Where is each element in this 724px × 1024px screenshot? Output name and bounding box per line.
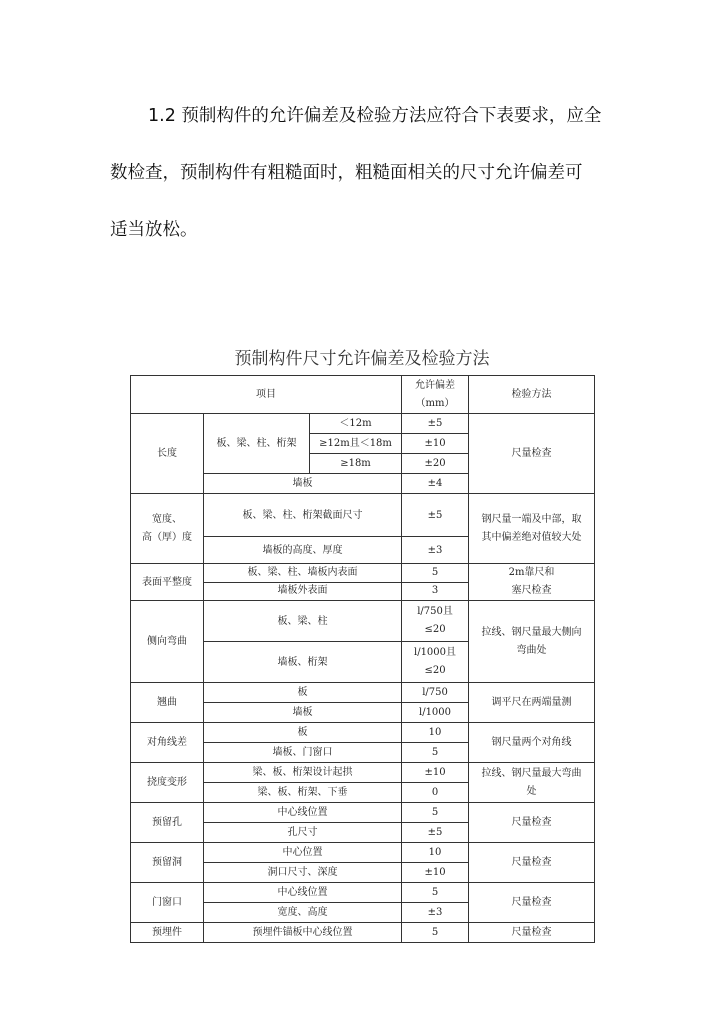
warp-label: 翘曲 [131,683,204,723]
deflection-method [469,763,595,803]
length-cond-1: ＜12m [310,414,402,434]
door-val-2: ±3 [402,903,469,923]
table-row [131,803,595,823]
hole-val-1: 5 [402,803,469,823]
flatness-method [469,564,595,601]
width-label-2: 高（厚）度 [142,531,192,543]
warp-item-1: 板 [204,683,402,703]
header-tolerance-unit: （mm） [415,397,455,409]
lateral-label: 侧向弯曲 [131,601,204,683]
table-row [131,843,595,863]
embed-val-1: 5 [402,923,469,943]
door-method: 尺量检查 [469,883,595,923]
width-val-1: ±5 [402,494,469,537]
width-method-2: 其中偏差绝对值较大处 [481,531,582,543]
header-item: 项目 [131,376,402,414]
flatness-val-1: 5 [402,564,469,583]
deflection-item-1: 梁、板、桁架设计起拱 [204,763,402,783]
width-val-2: ±3 [402,537,469,564]
opening-method: 尺量检查 [469,843,595,883]
deflection-item-2: 梁、板、桁架、下垂 [204,783,402,803]
length-val-3: ±20 [402,454,469,474]
header-tolerance-label: 允许偏差 [415,379,456,391]
deflection-method-2: 处 [526,785,537,797]
flatness-method-2: 塞尺检查 [511,585,552,596]
lateral-method [469,601,595,683]
table-row [131,494,595,537]
opening-item-1: 中心位置 [204,843,402,863]
door-item-2: 宽度、高度 [204,903,402,923]
diagonal-val-2: 5 [402,743,469,763]
flatness-method-1: 2m靠尺和 [508,567,555,578]
opening-val-1: 10 [402,843,469,863]
length-val-4: ±4 [402,474,469,494]
flatness-val-2: 3 [402,582,469,601]
length-method: 尺量检查 [469,414,595,494]
hole-item-2: 孔尺寸 [204,823,402,843]
table-header-row [131,376,595,414]
flatness-label: 表面平整度 [131,564,204,601]
hole-label: 预留孔 [131,803,204,843]
lateral-val-1b: ≤20 [424,624,446,635]
warp-item-2: 墙板 [204,703,402,723]
table-row [131,923,595,943]
flatness-item-1: 板、梁、柱、墙板内表面 [204,564,402,583]
deflection-method-1: 拉线、钢尺量最大弯曲 [481,767,582,779]
width-label-1: 宽度、 [152,513,182,525]
length-val-1: ±5 [402,414,469,434]
header-method: 检验方法 [469,376,595,414]
embed-method: 尺量检查 [469,923,595,943]
table-row [131,763,595,783]
deflection-val-1: ±10 [402,763,469,783]
warp-val-1: l/750 [402,683,469,703]
table-row [131,683,595,703]
hole-val-2: ±5 [402,823,469,843]
table-row [131,723,595,743]
embed-item-1: 预埋件锚板中心线位置 [204,923,402,943]
table-title: 预制构件尺寸允许偏差及检验方法 [234,349,490,369]
tolerance-table [130,375,595,943]
width-label [131,494,204,564]
width-item-1: 板、梁、柱、桁架截面尺寸 [204,494,402,537]
lateral-method-2: 弯曲处 [516,644,547,656]
opening-val-2: ±10 [402,863,469,883]
length-cond-3: ≥18m [310,454,402,474]
width-item-2: 墙板的高度、厚度 [204,537,402,564]
hole-method: 尺量检查 [469,803,595,843]
table-row [131,414,595,434]
width-method-1: 钢尺量一端及中部，取 [481,513,582,525]
diagonal-item-1: 板 [204,723,402,743]
header-tolerance [402,376,469,414]
hole-item-1: 中心线位置 [204,803,402,823]
lateral-val-2 [402,642,469,683]
length-val-2: ±10 [402,434,469,454]
lateral-method-1: 拉线、钢尺量最大侧向 [481,626,582,638]
lateral-val-2b: ≤20 [424,665,446,676]
warp-method: 调平尺在两端量测 [469,683,595,723]
table-row [131,564,595,583]
intro-line-1: 1.2 预制构件的允许偏差及检验方法应符合下表要求，应全 [148,106,602,126]
flatness-item-2: 墙板外表面 [204,582,402,601]
lateral-val-1 [402,601,469,642]
embed-label: 预埋件 [131,923,204,943]
diagonal-label: 对角线差 [131,723,204,763]
door-item-1: 中心线位置 [204,883,402,903]
lateral-item-1: 板、梁、柱 [204,601,402,642]
intro-line-2: 数检查，预制构件有粗糙面时，粗糙面相关的尺寸允许偏差可 [110,163,583,183]
lateral-item-2: 墙板、桁架 [204,642,402,683]
door-val-1: 5 [402,883,469,903]
warp-val-2: l/1000 [402,703,469,723]
width-method [469,494,595,564]
length-sub: 板、梁、柱、桁架 [204,414,310,474]
length-label: 长度 [131,414,204,494]
diagonal-method: 钢尺量两个对角线 [469,723,595,763]
table-row [131,883,595,903]
table-row [131,601,595,642]
diagonal-item-2: 墙板、门窗口 [204,743,402,763]
deflection-label: 挠度变形 [131,763,204,803]
length-item-4: 墙板 [204,474,402,494]
diagonal-val-1: 10 [402,723,469,743]
opening-label: 预留洞 [131,843,204,883]
intro-line-3: 适当放松。 [110,220,198,240]
lateral-val-1a: l/750且 [417,606,453,617]
door-label: 门窗口 [131,883,204,923]
opening-item-2: 洞口尺寸、深度 [204,863,402,883]
lateral-val-2a: l/1000且 [414,647,457,658]
deflection-val-2: 0 [402,783,469,803]
length-cond-2: ≥12m且＜18m [310,434,402,454]
